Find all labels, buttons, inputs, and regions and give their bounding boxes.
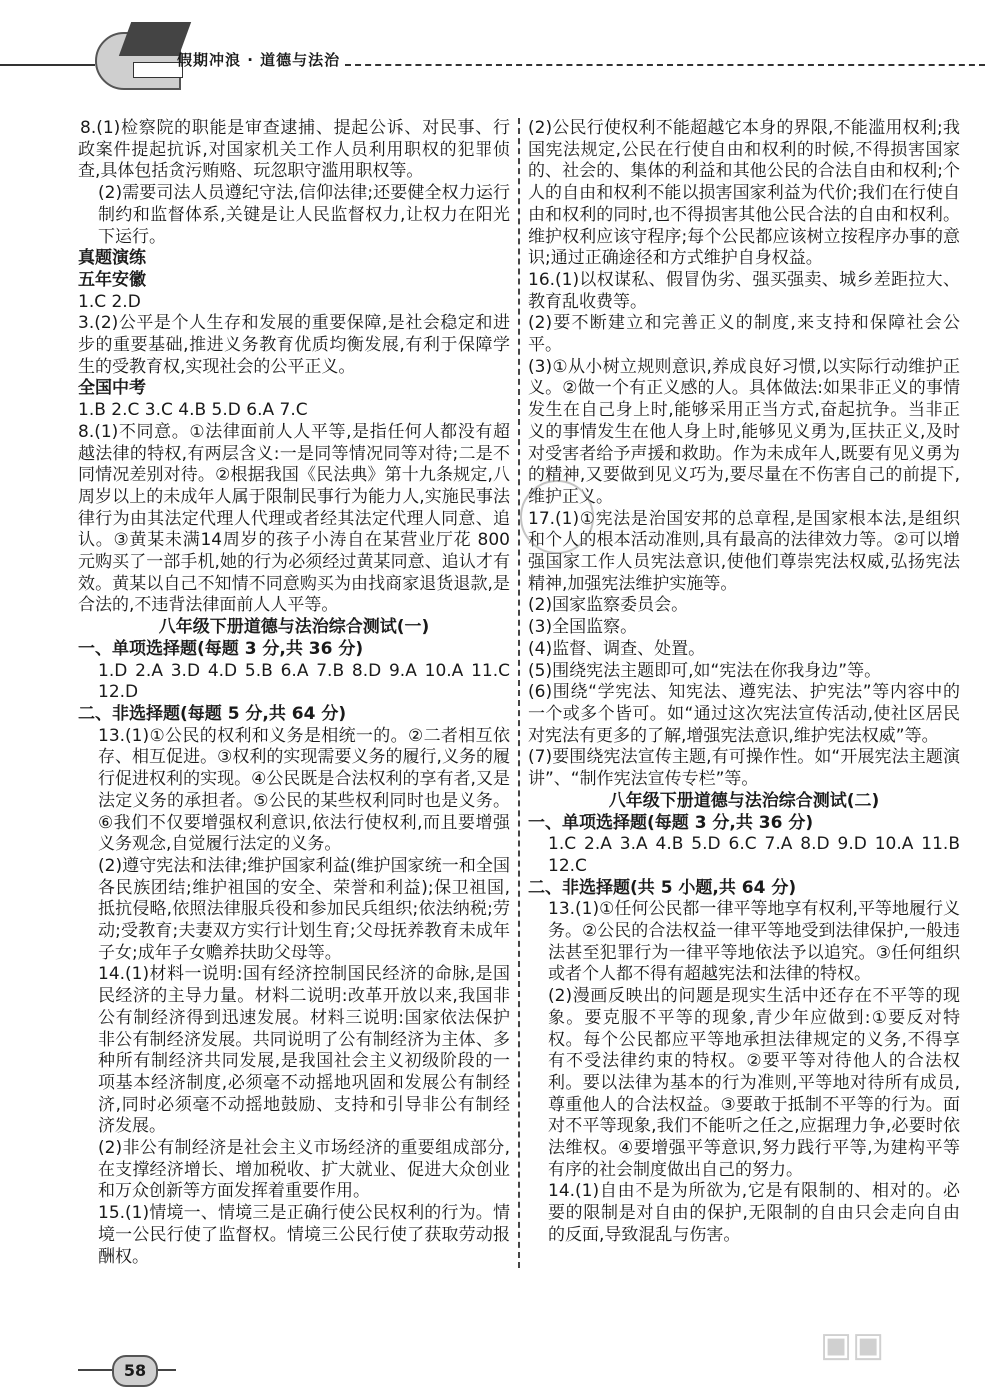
answer-8: 8.(1)不同意。①法律面前人人平等,是指任何人都没有超越法律的特权,有两层含义:一是同等情况同等对待;二是不同情况差别对待。②根据我国《民法典》第十九条规定,八周岁以上的未成年人属于限制民事行为能力人,实施民事法律行为由其法定代理人代理或者经其法定代理人同意、追认。③黄某未满14周岁的孩子小涛自在某营业厅花 800 元购买了一部手机,她的行为必须经过黄某同意、追认才有效。黄某以自己不知情不同意购买为由找商家退货退款,是合法的,不违背法律面前人人平等。 [78,421,510,616]
answer-16-2: (2)要不断建立和完善正义的制度,来支持和保障社会公平。 [528,313,960,356]
answer-17-2: (2)国家监察委员会。 [528,595,689,616]
test-title: 八年级下册道德与法治综合测试(一) [158,617,430,638]
answer-15: 15.(1)情境一、情境三是正确行使公民权利的行为。情境一公民行使了监督权。情境三公民行使了获取劳动报酬权。 [98,1203,510,1267]
answer-17-4: (4)监督、调查、处置。 [528,638,706,659]
header-rule [0,64,95,66]
page-header [0,0,1000,100]
answer-16: 16.(1)以权谋私、假冒伪劣、强买强卖、城乡差距拉大、教育乱收费等。 [528,269,960,312]
answer-14: 14.(1)材料一说明:国有经济控制国民经济的命脉,是国民经济的主导力量。材料二说明:改革开放以来,我国非公有制经济得到迅速发展。材料三说明:国家依法保护非公有制经济发展。共同说明了公有制经济为主体、多种所有制经济共同发展,是我国社会主义初级阶段的一项基本经济制度,必须毫不动摇地巩固和发展公有制经济,同时必须毫不动摇地鼓励、支持和引导非公有制经济发展。 [98,964,510,1137]
right-column [528,118,960,1247]
stamp-seal-icon [520,480,594,554]
watermark-logo-icon: ▣▣ [820,1325,885,1365]
section-heading: 真题演练 [78,248,146,269]
answer-14-2: (2)非公有制经济是社会主义市场经济的重要组成部分,在支撑经济增长、增加税收、扩大就业、促进大众创业和万众创新等方面发挥着重要作用。 [98,1138,510,1202]
footer-rule-left [78,1369,112,1371]
answer-3: 3.(2)公平是个人生存和发展的重要保障,是社会稳定和进步的重要基础,推进义务教育优质均衡发展,有利于保障学生的受教育权,实现社会的公平正义。 [78,313,510,377]
answer-17-6: (6)围绕“学宪法、知宪法、遵宪法、护宪法”等内容中的一个或多个皆可。如“通过这次宪法宣传活动,使社区居民对宪法有更多的了解,增强宪法意识,维护宪法权威”等。 [528,682,960,746]
answer-13: 13.(1)①公民的权利和义务是相统一的。②二者相互依存、相互促进。③权利的实现需要义务的履行,义务的履行促进权利的实现。④公民既是合法权利的享有者,又是法定义务的承担者。⑤公民的某些权利同时也是义务。⑥我们不仅要增强权利意识,依法行使权利,而且要增强义务观念,自觉履行法定的义务。 [98,725,510,855]
answer-line: 1.C 2.D [78,291,141,312]
section-heading: 一、单项选择题(每题 3 分,共 36 分) [528,812,814,833]
test-title: 八年级下册道德与法治综合测试(二) [608,790,880,811]
answer-17-3: (3)全国监察。 [528,617,638,638]
header-title: 假期冲浪 · 道德与法治 [177,51,341,69]
column-divider [518,118,520,1268]
book-logo-icon [95,22,185,92]
header-dashed-rule [345,64,985,66]
answer-line: 1.C 2.A 3.A 4.B 5.D 6.C 7.A 8.D 9.D 10.A 11.B 12.C [548,834,960,876]
answer-13: 13.(1)①任何公民都一律平等地享有权利,平等地履行义务。②公民的合法权益一律平等地受到法律保护,一般违法甚至犯罪行为一律平等地依法予以追究。③任何组织或者个人都不得有超越宪法和法律的特权。 [548,899,960,985]
section-heading: 二、非选择题(每题 5 分,共 64 分) [78,703,347,724]
section-heading: 一、单项选择题(每题 3 分,共 36 分) [78,638,364,659]
page-number: 58 [112,1355,158,1387]
answer-16-3: (3)①从小树立规则意识,养成良好习惯,以实际行动维护正义。②做一个有正义感的人。具体做法:如果非正义的事情发生在自己身上时,能够采用正当方式,奋起抗争。当非正义的事情发生在他人身上时,能够见义勇为,匡扶正义,及时对受害者给予声援和救助。作为未成年人,既要有见义勇为的精神,又要做到见义巧为,要尽量在不伤害自己的前提下,维护正义。 [528,356,960,507]
subsection-heading: 五年安徽 [78,269,146,290]
answer-14: 14.(1)自由不是为所欲为,它是有限制的、相对的。必要的限制是对自由的保护,无限制的自由只会走向自由的反面,导致混乱与伤害。 [548,1181,960,1245]
answer-13-2: (2)遵守宪法和法律;维护国家利益(维护国家统一和全国各民族团结;维护祖国的安全、荣誉和利益);保卫祖国,抵抗侵略,依照法律服兵役和参加民兵组织;依法纳税;劳动;受教育;夫妻双方实行计划生育;父母抚养教育未成年子女;成年子女赡养扶助父母等。 [98,855,510,963]
answer-17-7: (7)要围绕宪法宣传主题,有可操作性。如“开展宪法主题演讲”、“制作宪法宣传专栏”等。 [528,747,960,790]
left-column [78,118,510,1268]
subsection-heading: 全国中考 [78,378,146,399]
answer-13-2: (2)漫画反映出的问题是现实生活中还存在不平等的现象。要克服不平等的现象,青少年应做到:①要反对特权。每个公民都应平等地承担法律规定的义务,不得享有不受法律约束的特权。②要平等对待他人的合法权利。要以法律为基本的行为准则,平等地对待所有成员,尊重他人的合法权益。③要敢于抵制不平等的行为。面对不平等现象,我们不能听之任之,应据理力争,必要时依法维权。④要增强平等意识,努力践行平等,为建构平等有序的社会制度做出自己的努力。 [548,986,960,1180]
answer-8: 8.(1)检察院的职能是审查逮捕、提起公诉、对民事、行政案件提起抗诉,对国家机关工作人员利用职权的犯罪侦查,具体包括贪污贿赂、玩忽职守滥用职权等。 [78,118,510,182]
section-heading: 二、非选择题(共 5 小题,共 64 分) [528,877,797,898]
footer-rule-right [158,1369,176,1371]
answer-line: 1.B 2.C 3.C 4.B 5.D 6.A 7.C [78,400,308,421]
answer-8-2: (2)需要司法人员遵纪守法,信仰法律;还要健全权力运行制约和监督体系,关键是让人民监督权力,让权力在阳光下运行。 [98,183,510,247]
answer-15-2: (2)公民行使权利不能超越它本身的界限,不能滥用权利;我国宪法规定,公民在行使自由和权利的时候,不得损害国家的、社会的、集体的利益和其他公民的合法自由和权利;个人的自由和权利不能以损害国家利益为代价;我们在行使自由和权利的同时,也不得损害其他公民合法的自由和权利。维护权利应该守程序;每个公民都应该树立按程序办事的意识;通过正确途径和方式维护自身权益。 [528,118,960,269]
answer-17: 17.(1)①宪法是治国安邦的总章程,是国家根本法,是组织和个人的根本活动准则,具有最高的法律效力等。②可以增强国家工作人员宪法意识,使他们尊崇宪法权威,弘扬宪法精神,加强宪法维护实施等。 [528,508,960,594]
answer-line: 1.D 2.A 3.D 4.D 5.B 6.A 7.B 8.D 9.A 10.A 11.C 12.D [98,660,510,703]
answer-17-5: (5)围绕宪法主题即可,如“宪法在你我身边”等。 [528,660,882,681]
